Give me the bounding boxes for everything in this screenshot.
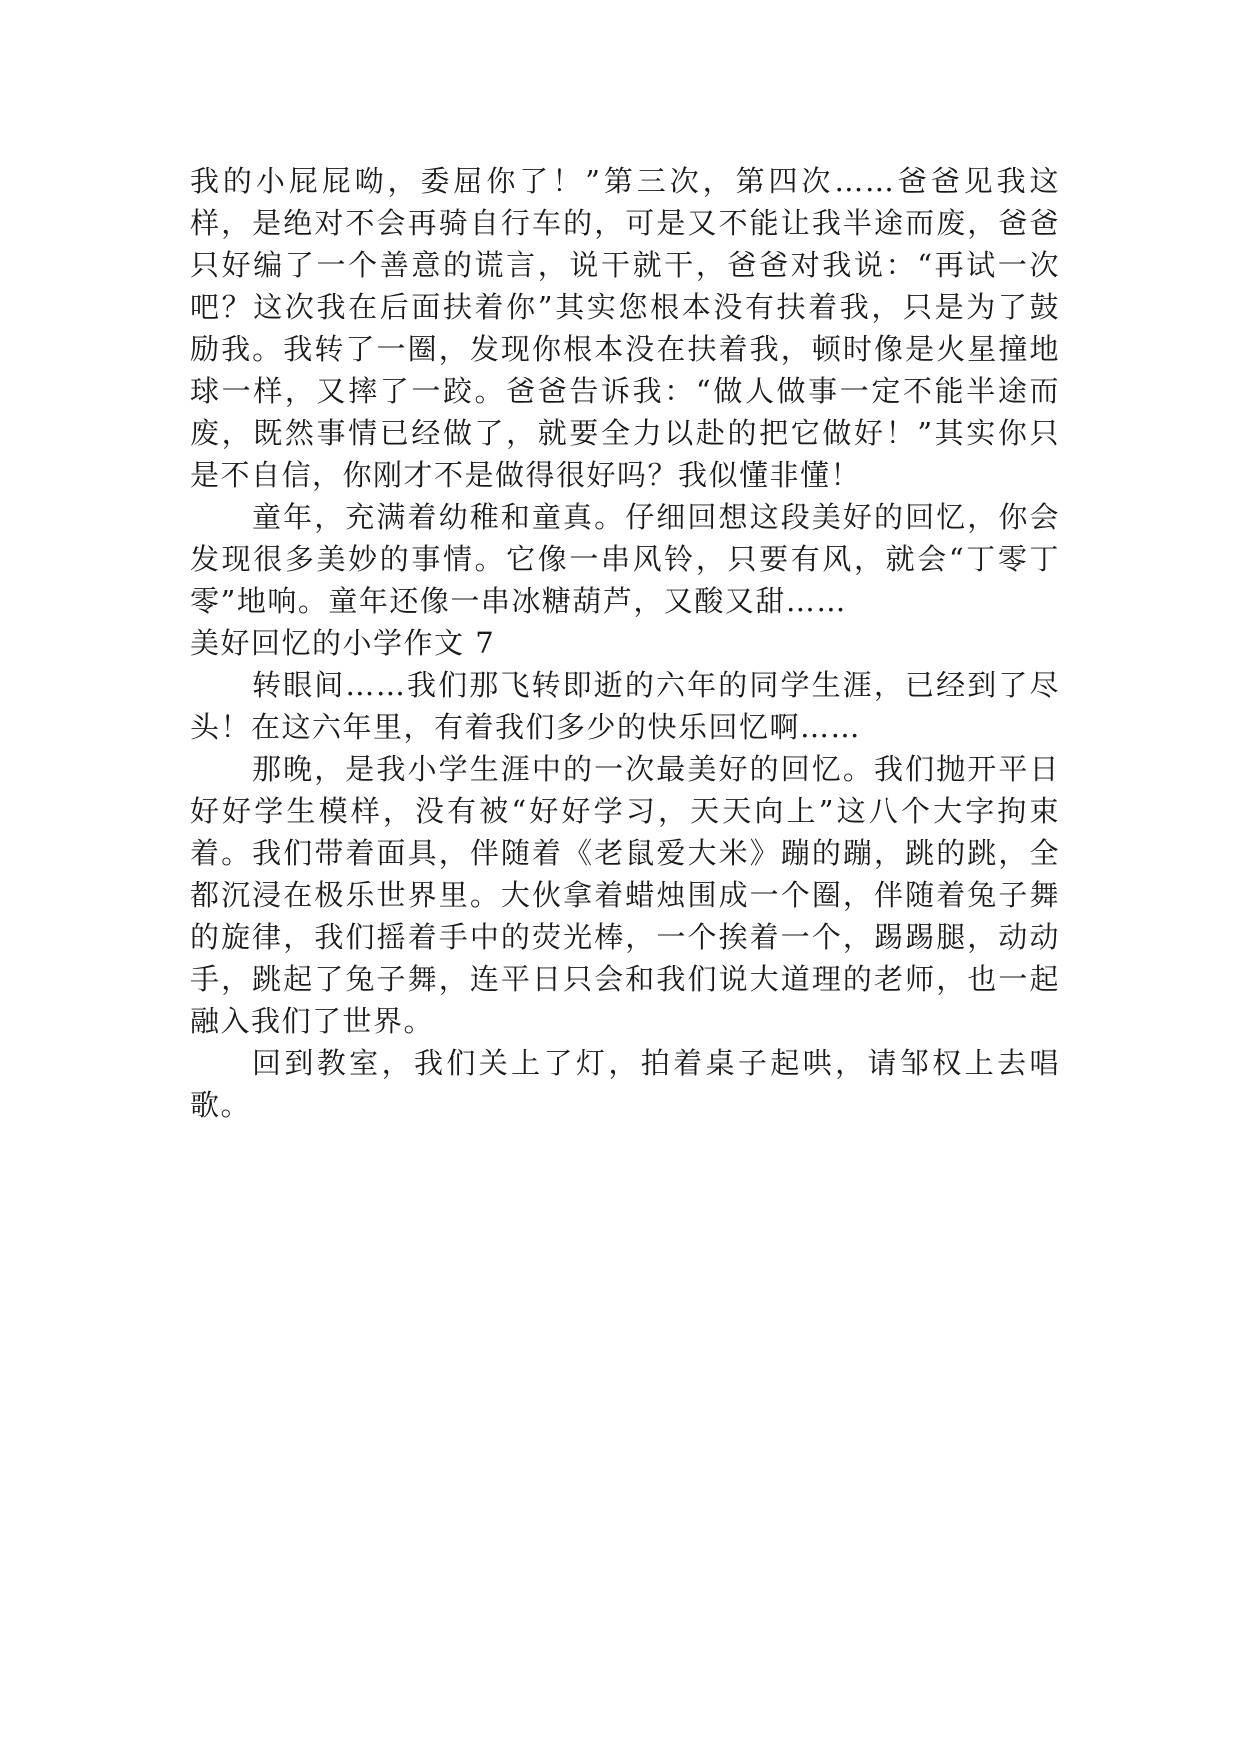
paragraph-5: 回到教室，我们关上了灯，拍着桌子起哄，请邹权上去唱歌。	[190, 1046, 1060, 1122]
document-body	[190, 160, 1060, 1126]
section-heading: 美好回忆的小学作文 7	[190, 626, 496, 660]
paragraph-4: 那晚，是我小学生涯中的一次最美好的回忆。我们抛开平日好好学生模样，没有被“好好学习，天天向上”这八个大字拘束着。我们带着面具，伴随着《老鼠爱大米》蹦的蹦，跳的跳，全都沉浸在极乐世界里。大伙拿着蜡烛围成一个圈，伴随着兔子舞的旋律，我们摇着手中的荧光棒，一个挨着一个，踢踢腿，动动手，跳起了兔子舞，连平日只会和我们说大道理的老师，也一起融入我们了世界。	[190, 752, 1060, 1038]
paragraph-1: 我的小屁屁呦，委屈你了！”第三次，第四次……爸爸见我这样，是绝对不会再骑自行车的，可是又不能让我半途而废，爸爸只好编了一个善意的谎言，说干就干，爸爸对我说：“再试一次吧？这次我在后面扶着你”其实您根本没有扶着我，只是为了鼓励我。我转了一圈，发现你根本没在扶着我，顿时像是火星撞地球一样，又摔了一跤。爸爸告诉我：“做人做事一定不能半途而废，既然事情已经做了，就要全力以赴的把它做好！”其实你只是不自信，你刚才不是做得很好吗？我似懂非懂！	[190, 164, 1060, 492]
paragraph-3: 转眼间……我们那飞转即逝的六年的同学生涯，已经到了尽头！在这六年里，有着我们多少的快乐回忆啊……	[190, 668, 1060, 744]
paragraph-2: 童年，充满着幼稚和童真。仔细回想这段美好的回忆，你会发现很多美妙的事情。它像一串风铃，只要有风，就会“丁零丁零”地响。童年还像一串冰糖葫芦，又酸又甜……	[190, 500, 1060, 618]
